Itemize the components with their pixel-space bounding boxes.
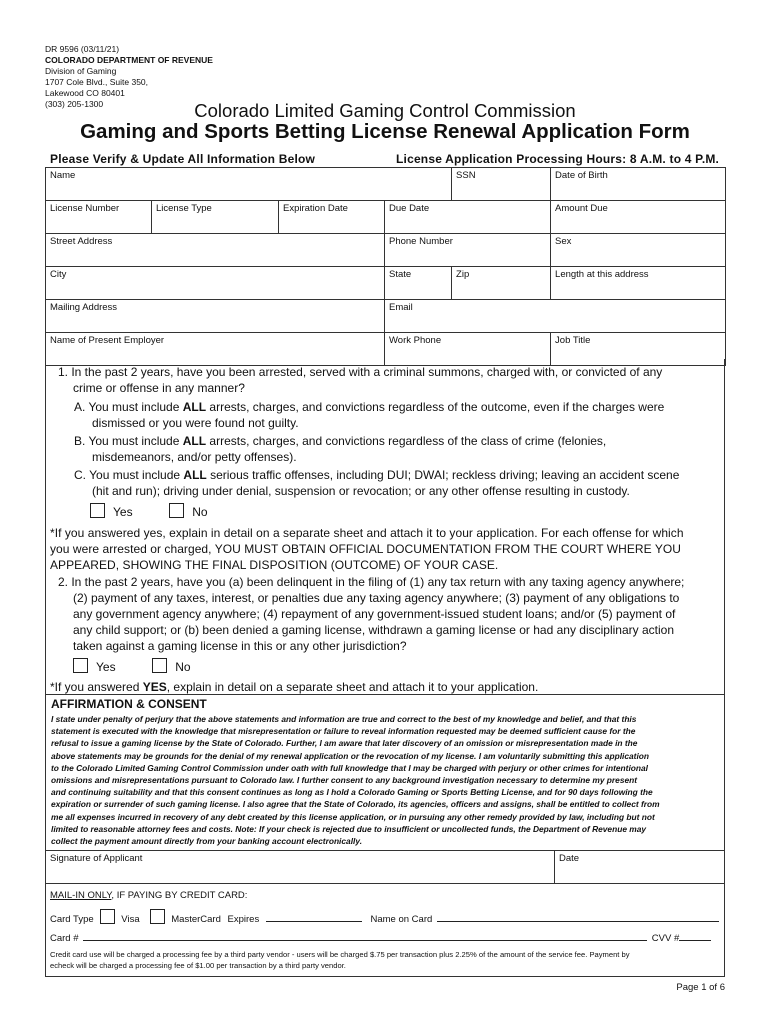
q1-item-a: A. You must include ALL arrests, charges, and convictions regardless of the outcome, even if the charges were dismissed or you were found not guilty.: [74, 400, 665, 430]
affirmation-section: [45, 694, 725, 851]
q2-no-checkbox[interactable]: [152, 658, 167, 673]
expires-input[interactable]: [266, 921, 362, 922]
verify-note: Please Verify & Update All Information Below: [50, 152, 316, 166]
card-type-row: Card Type Visa MasterCard Expires Name on Card: [50, 909, 720, 925]
commission-name: Colorado Limited Gaming Control Commission: [194, 100, 576, 121]
sex-field[interactable]: Sex: [551, 234, 726, 267]
due-date-field[interactable]: Due Date: [385, 201, 551, 234]
signature-row: [45, 850, 725, 884]
q1-note: *If you answered yes, explain in detail on a separate sheet and attach it to your application. For each offense for which you were arrested or charged, YOU MUST OBTAIN OFFICIAL DOCUMENTATION FROM THE COURT WHERE YOU APPEARED, SHOWING THE FINAL DISPOSITION (OUTCOME) OF YOUR CASE.: [50, 526, 684, 572]
affirmation-line: collect the payment amount directly from your banking account electronically.: [51, 836, 363, 847]
street-address-field[interactable]: Street Address: [46, 234, 385, 267]
q1-line-2: crime or offense in any manner?: [73, 381, 245, 395]
dob-field[interactable]: Date of Birth: [551, 168, 726, 201]
length-at-address-field[interactable]: Length at this address: [551, 267, 726, 300]
employer-field[interactable]: Name of Present Employer: [46, 333, 385, 366]
state-field[interactable]: State: [385, 267, 452, 300]
license-type-field[interactable]: License Type: [152, 201, 279, 234]
affirmation-line: I state under penalty of perjury that the above statements and information are true and correct to the best of my knowledge and belief, and that this: [51, 714, 637, 724]
signature-date-field[interactable]: Date: [559, 853, 580, 864]
q2-answer: Yes No: [73, 658, 191, 675]
form-number: DR 9596 (03/11/21): [45, 44, 120, 54]
visa-checkbox[interactable]: [100, 909, 115, 924]
phone-number-field[interactable]: Phone Number: [385, 234, 551, 267]
header-phone: (303) 205-1300: [45, 99, 104, 109]
affirmation-line: refusal to issue a gaming license by the State of Colorado. Further, I am aware that later discovery of an omission or misrepresentation made in the: [51, 738, 638, 749]
q1-item-c: C. You must include ALL serious traffic offenses, including DUI; DWAI; reckless driving; leaving an accident scene (hit and run); driving under denial, suspension or revocation; or any other offense resulting in custody.: [74, 468, 680, 498]
affirmation-title: AFFIRMATION & CONSENT: [51, 697, 207, 711]
q2-yes-checkbox[interactable]: [73, 658, 88, 673]
affirmation-line: and continuing suitability and that this consent continues as long as I hold a Colorado Gaming or Sports Betting License, and for 90 days following the: [51, 787, 653, 798]
affirmation-line: limited to reasonable attorney fees and costs. Note: If your check is rejected due to insufficient or uncollected funds, the Department of Revenue may: [51, 823, 647, 834]
hours-note: License Application Processing Hours: 8 A.M. to 4 P.M.: [396, 152, 720, 166]
affirmation-line: statement is executed with the knowledge that misrepresentation or failure to reveal information requested may be deemed sufficient cause for the: [51, 726, 636, 737]
department-name: COLORADO DEPARTMENT OF REVENUE: [45, 55, 213, 65]
amount-due-field[interactable]: Amount Due: [551, 201, 726, 234]
mailing-address-field[interactable]: Mailing Address: [46, 300, 385, 333]
question-1: [58, 364, 718, 396]
affirmation-line: above statements may be grounds for the denial of my renewal application or the revocation of my license. I am voluntarily submitting this application: [51, 750, 650, 761]
name-on-card-input[interactable]: [437, 921, 719, 922]
expiration-date-field[interactable]: Expiration Date: [279, 201, 385, 234]
q1-yes-checkbox[interactable]: [90, 503, 105, 518]
email-field[interactable]: Email: [385, 300, 726, 333]
affirmation-text: [46, 713, 724, 847]
cvv-input[interactable]: [679, 940, 711, 941]
payment-section: [45, 883, 725, 977]
affirmation-line: expiration or surrender of such gaming license. I also agree that the State of Colorado, its agencies, officers and assigns, shall be entitled to collect from: [51, 799, 660, 810]
mail-in-note: MAIL-IN ONLY, IF PAYING BY CREDIT CARD:: [50, 890, 248, 901]
page-number: Page 1 of 6: [676, 982, 725, 993]
affirmation-line: me all expenses incurred in recovery of any debt created by this license application, or in pursuing any other remedy provided by law, including but not: [51, 811, 655, 822]
name-field[interactable]: Name: [46, 168, 452, 201]
q2-note: *If you answered YES, explain in detail on a separate sheet and attach it to your application.: [50, 680, 539, 694]
card-number-row: Card # CVV #: [50, 933, 720, 944]
applicant-info-table: [45, 167, 726, 366]
address-line-1: 1707 Cole Blvd., Suite 350,: [45, 77, 149, 87]
division-name: Division of Gaming: [45, 66, 117, 76]
signature-field[interactable]: Signature of Applicant: [46, 851, 555, 883]
job-title-field[interactable]: Job Title: [551, 333, 726, 366]
work-phone-field[interactable]: Work Phone: [385, 333, 551, 366]
form-title: Gaming and Sports Betting License Renewal Application Form: [80, 120, 690, 143]
q1-answer: Yes No: [90, 503, 208, 520]
processing-fee-note: Credit card use will be charged a processing fee by a third party vendor - users will be charged $.75 per transaction plus 2.25% of the amount of the service fee. Payment by echeck will be charged a processing fee of $1.00 per transaction by a third party vendor.: [50, 950, 630, 970]
address-line-2: Lakewood CO 80401: [45, 88, 125, 98]
q1-no-checkbox[interactable]: [169, 503, 184, 518]
q1-line-1: 1. In the past 2 years, have you been arrested, served with a criminal summons, charged with, or convicted of any: [58, 365, 663, 379]
mastercard-checkbox[interactable]: [150, 909, 165, 924]
ssn-field[interactable]: SSN: [452, 168, 551, 201]
card-number-input[interactable]: [83, 940, 647, 941]
license-number-field[interactable]: License Number: [46, 201, 152, 234]
zip-field[interactable]: Zip: [452, 267, 551, 300]
q1-item-b: B. You must include ALL arrests, charges, and convictions regardless of the class of crime (felonies, misdemeanors, and/or petty offenses).: [74, 434, 607, 464]
question-2: 2. In the past 2 years, have you (a) been delinquent in the filing of (1) any tax return with any taxing agency anywhere; (2) payment of any taxes, interest, or penalties due any taxing agency anywhere; (3) payment of any obligations to any government agency anywhere; (4) repayment of any government-issued student loans; and/or (5) payment of any child support; or (b) been denied a gaming license, withdrawn a gaming license or had any disciplinary action taken against a gaming license in this or any other jurisdiction?: [58, 575, 685, 653]
city-field[interactable]: City: [46, 267, 385, 300]
affirmation-line: to the Colorado Limited Gaming Control Commission under oath with full knowledge that I may be charged with perjury or other crimes for intentional: [51, 762, 649, 773]
affirmation-line: omissions and misrepresentations pursuant to Colorado law. I further consent to any background investigation necessary to determine my present: [51, 775, 638, 786]
